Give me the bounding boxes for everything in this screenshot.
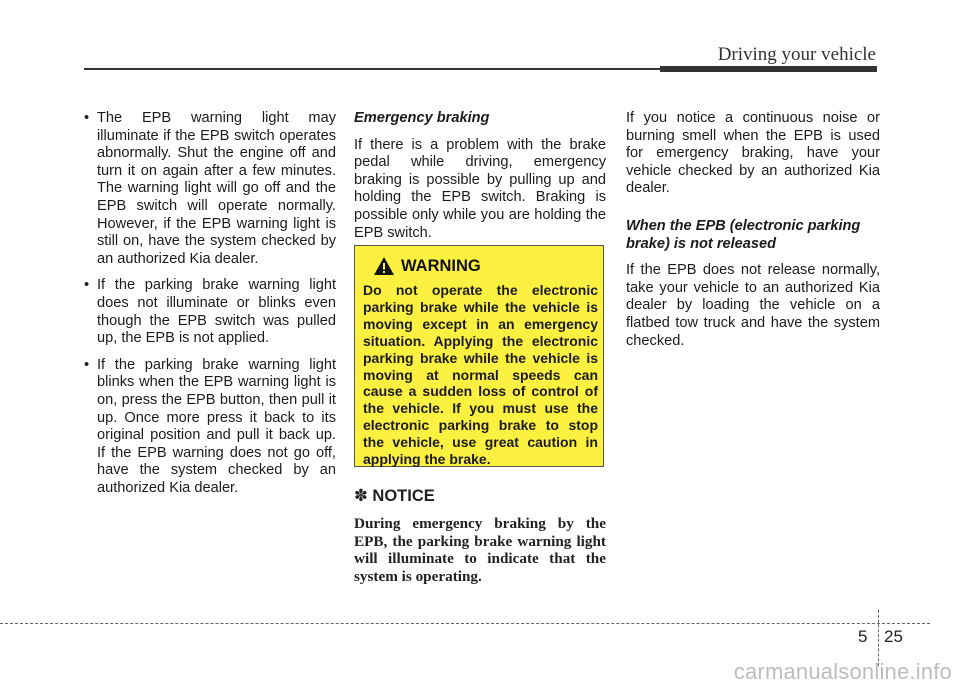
column-left — [82, 110, 336, 506]
emergency-braking-heading: Emergency braking — [354, 110, 490, 126]
warning-text: Do not operate the electronic parking brake while the vehicle is moving except in an emergency situation. Applying the electronic parking brake while the vehicle is moving at normal speeds can cause a sudden loss of control of the vehicle. If you must use the electronic parking brake to stop the vehicle, use great caution in applying the brake. — [363, 282, 598, 468]
notice-section — [354, 486, 606, 585]
footer-rule — [0, 623, 930, 624]
epb-not-released-heading: When the EPB (electronic parking brake) is not released — [626, 217, 861, 252]
watermark: carmanualsonline.info — [733, 659, 952, 684]
warning-header — [373, 256, 481, 276]
notice-text: During emergency braking by the EPB, the parking brake warning light will illuminate to indicate that the system is operating. — [354, 515, 606, 585]
warning-box — [354, 245, 604, 467]
chapter-number: 5 — [858, 627, 868, 646]
header-rule — [84, 68, 660, 70]
bullet-item: • The EPB warning light may illuminate if the EPB switch operates abnormally. Shut the engine off and turn it on again after a few minutes. The warning light will go off and the EPB switch will operate normally. However, if the EPB warning light is still on, have the system checked by an authorized Kia dealer. — [82, 110, 336, 268]
bullet-item: • If the parking brake warning light does not illuminate or blinks even though the EPB switch was pulled up, the EPB is not applied. — [82, 277, 336, 347]
column-right — [626, 110, 880, 370]
column-middle — [354, 110, 606, 262]
warning-title: WARNING — [401, 256, 481, 275]
continuous-noise-text: If you notice a continuous noise or burning smell when the EPB is used for emergency braking, have your vehicle checked by an authorized Kia dealer. — [626, 110, 880, 197]
bullet-list — [82, 110, 336, 497]
page-number: 25 — [884, 627, 903, 646]
bullet-item: • If the parking brake warning light blinks when the EPB warning light is on, press the EPB button, then pull it up. Once more press it back to its original position and pull it back up. If the EPB warning does not go off, have the system checked by an authorized Kia dealer. — [82, 357, 336, 498]
warning-triangle-icon — [373, 256, 395, 276]
footer-divider — [878, 610, 879, 666]
page-header-title: Driving your vehicle — [717, 44, 876, 65]
notice-title: ✽ NOTICE — [354, 487, 435, 505]
epb-not-released-text: If the EPB does not release normally, take your vehicle to an authorized Kia dealer by loading the vehicle on a flatbed tow truck and have the system checked. — [626, 262, 880, 349]
header-bar — [660, 66, 877, 72]
emergency-braking-text: If there is a problem with the brake pedal while driving, emergency braking is possible by pulling up and holding the EPB switch. Braking is possible only while you are holding the EPB switch. — [354, 136, 606, 241]
